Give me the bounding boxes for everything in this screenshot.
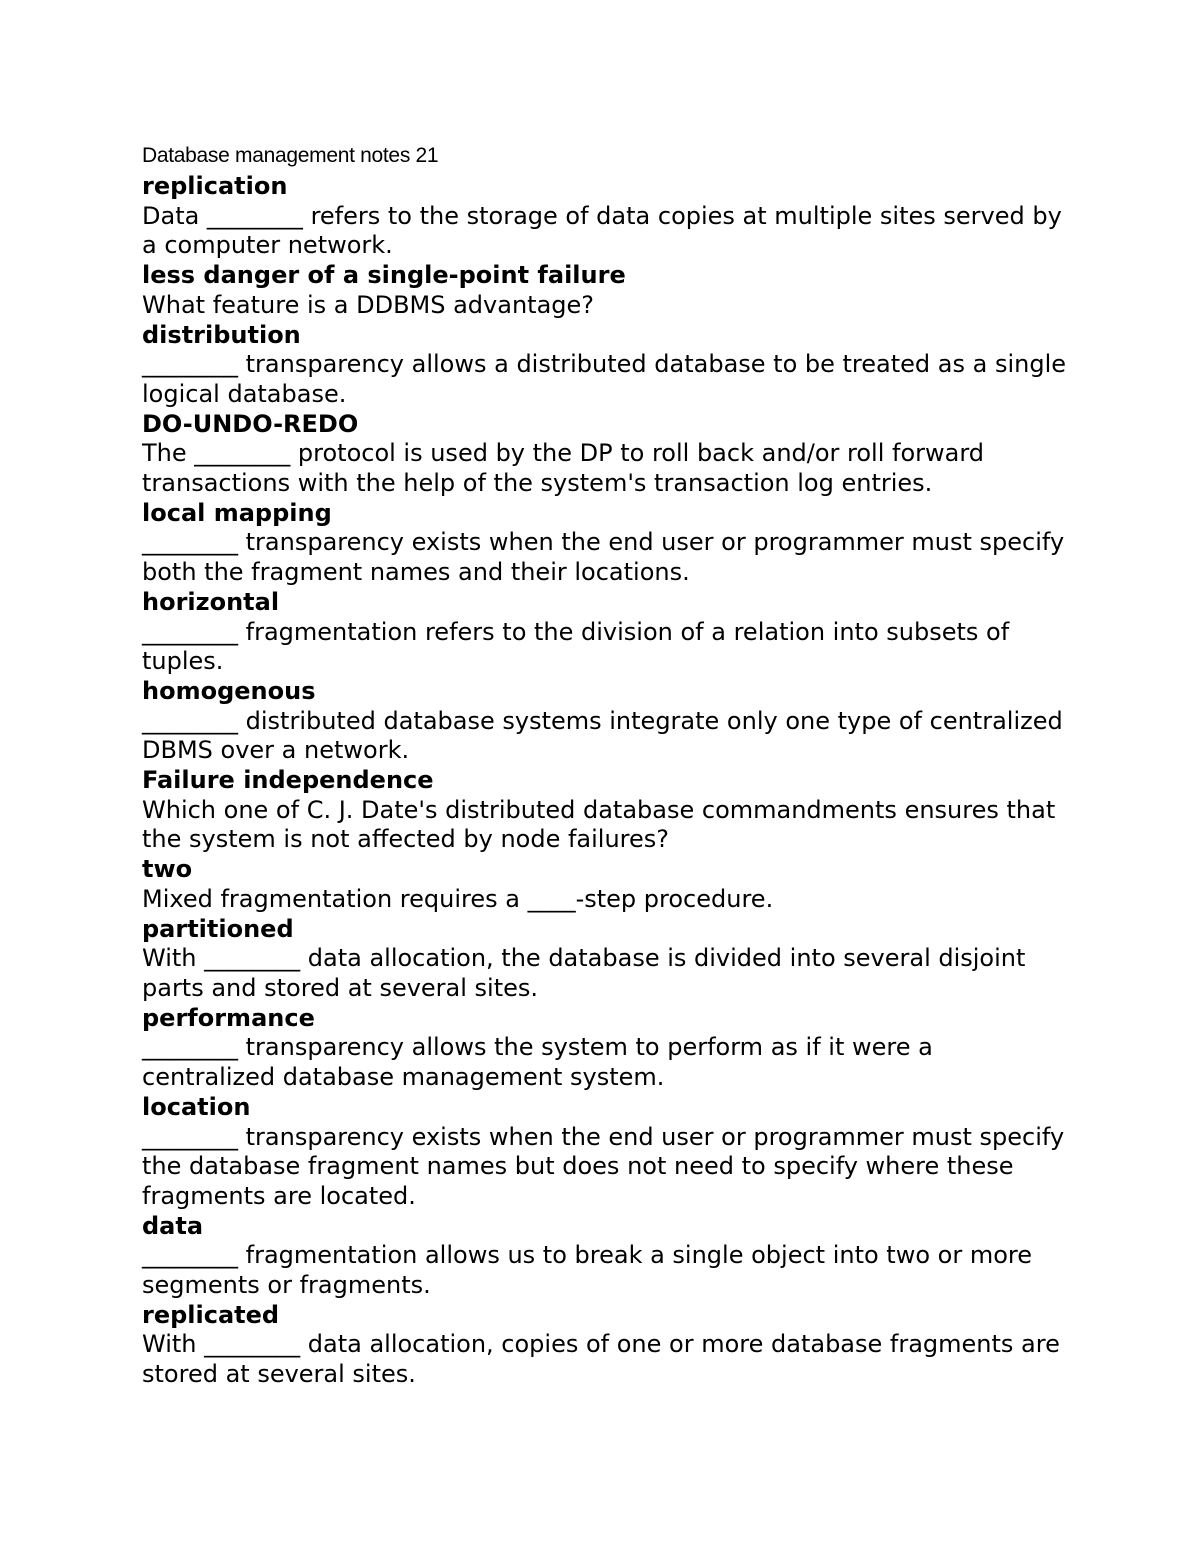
answer-term: data [142,1211,204,1240]
question-text: ________ distributed database systems integrate only one type of centralized DBMS over a network. [142,706,1063,765]
answer-term: two [142,855,193,884]
answer-term: performance [142,1003,315,1032]
question-text: Data ________ refers to the storage of data copies at multiple sites served by a computer network. [142,201,1062,260]
document-page [142,140,1072,1390]
question-text: ________ transparency exists when the end user or programmer must specify the database fragment names but does not need to specify where these fragments are located. [142,1122,1065,1210]
question-text: ________ transparency allows the system to perform as if it were a centralized database management system. [142,1033,933,1092]
qa-item [142,1212,1072,1301]
question-text: What feature is a DDBMS advantage? [142,290,595,319]
answer-term: distribution [142,320,301,349]
qa-item [142,172,1072,261]
answer-term: Failure independence [142,766,434,795]
qa-item [142,677,1072,766]
question-text: With ________ data allocation, the database is divided into several disjoint parts and stored at several sites. [142,944,1026,1002]
document-title: Database management notes 21 [142,144,439,167]
question-text: ________ fragmentation allows us to break a single object into two or more segments or fragments. [142,1241,1032,1300]
qa-item [142,855,1072,914]
answer-term: replication [142,172,288,200]
question-text: ________ transparency allows a distributed database to be treated as a single logical database. [142,350,1067,408]
qa-item [142,1093,1072,1212]
answer-term: local mapping [142,498,332,527]
answer-term: replicated [142,1300,280,1329]
qa-item [142,588,1072,677]
question-text: ________ fragmentation refers to the division of a relation into subsets of tuples. [142,617,1010,676]
question-text: ________ transparency exists when the end user or programmer must specify both the fragment names and their locations. [142,528,1065,587]
answer-term: partitioned [142,914,294,943]
qa-item [142,321,1072,410]
qa-item [142,499,1072,588]
answer-term: DO-UNDO-REDO [142,409,359,438]
answer-term: homogenous [142,676,316,705]
question-text: Mixed fragmentation requires a ____-step procedure. [142,884,774,913]
qa-item [142,915,1072,1004]
qa-item [142,766,1072,855]
qa-item [142,410,1072,499]
answer-term: horizontal [142,587,280,616]
question-text: The ________ protocol is used by the DP to roll back and/or roll forward transactions with the help of the system's transaction log entries. [142,439,985,498]
answer-term: less danger of a single-point failure [142,261,626,290]
answer-term: location [142,1092,251,1121]
question-text: Which one of C. J. Date's distributed database commandments ensures that the system is not affected by node failures? [142,795,1056,854]
qa-item [142,1004,1072,1093]
qa-item [142,1301,1072,1390]
question-text: With ________ data allocation, copies of one or more database fragments are stored at several sites. [142,1330,1060,1389]
qa-item [142,261,1072,320]
